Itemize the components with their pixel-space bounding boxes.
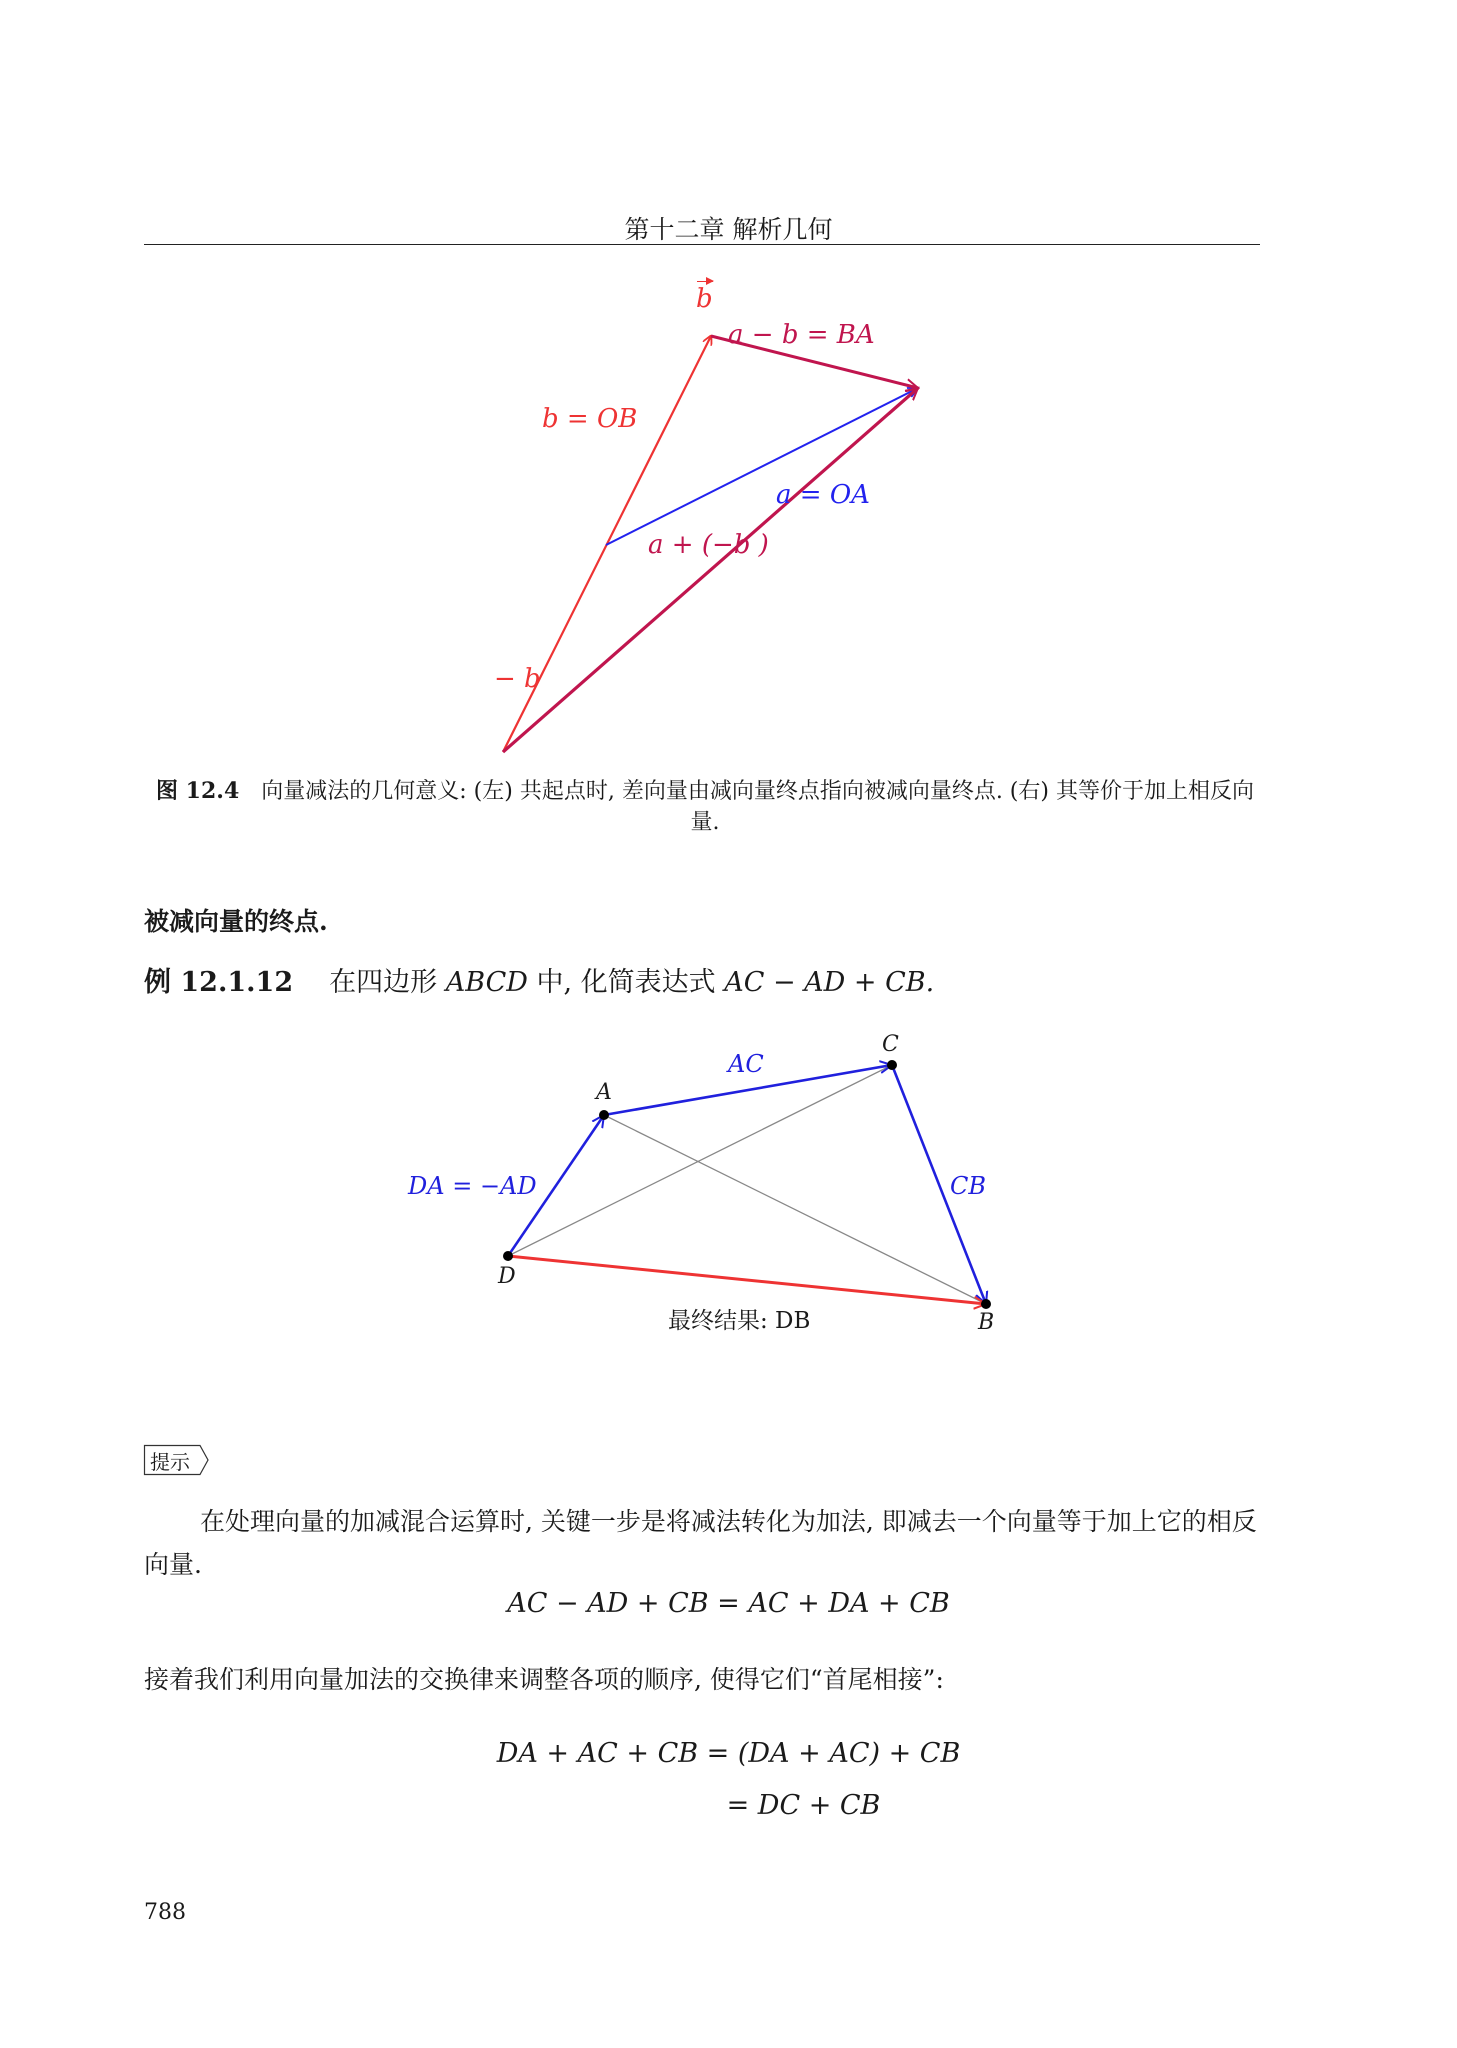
hint-paragraph-2: 接着我们利用向量加法的交换律来调整各项的顺序, 使得它们“首尾相接”: (144, 1665, 944, 1694)
hint-equation-2-line-1: DA + AC + CB = (DA + AC) + CB (496, 1738, 961, 1769)
label-vector-ac: AC (728, 1050, 764, 1078)
point-label-b: B (978, 1310, 995, 1335)
example-expr: AC − AD + CB. (724, 967, 935, 998)
caption-text: 向量减法的几何意义: (左) 共起点时, 差向量由减向量终点指向被减向量终点. (右) 其等价于加上相反向量. (261, 779, 1254, 835)
a-vector (606, 388, 918, 545)
point-c (887, 1060, 897, 1070)
label-b-top: b (696, 278, 713, 314)
diagonal-ab (604, 1115, 986, 1304)
point-label-c: C (882, 1032, 899, 1057)
hint-equation-1: AC − AD + CB = AC + DA + CB (507, 1588, 950, 1619)
example-quad: ABCD (445, 967, 528, 998)
hint-equation-2-line-2: = DC + CB (726, 1790, 881, 1821)
caption-number: 图 12.4 (156, 778, 240, 804)
diagonal-dc (508, 1065, 892, 1256)
point-label-a: A (596, 1080, 612, 1105)
point-d (503, 1251, 513, 1261)
hint-paragraph: 在处理向量的加减混合运算时, 关键一步是将减法转化为加法, 即减去一个向量等于加上它的相反向量. (144, 1507, 1257, 1579)
example-text-pre: 在四边形 (329, 967, 446, 998)
label-vector-da: DA = −AD (408, 1172, 537, 1200)
example-label: 例 12.1.12 (144, 967, 294, 998)
vector-db (508, 1256, 986, 1304)
point-label-d: D (498, 1264, 516, 1289)
example-statement (144, 960, 934, 999)
example-text-mid: 中, 化简表达式 (527, 967, 725, 998)
running-header: 第十二章 解析几何 (624, 215, 833, 244)
figure-caption (150, 776, 1260, 838)
label-a-minus-b: a − b = BA (728, 320, 875, 350)
label-b-eq-ob: b = OB (542, 404, 638, 434)
page-number: 788 (144, 1900, 186, 1925)
label-a-plus-neg-b: a + (−b ) (648, 530, 769, 560)
label-vector-cb: CB (950, 1172, 986, 1200)
section-heading: 被减向量的终点. (144, 907, 328, 936)
label-a-eq-oa: a = OA (776, 480, 870, 510)
label-result: 最终结果: DB (668, 1308, 811, 1334)
label-neg-b: − b (494, 664, 541, 694)
hint-label: 提示 (150, 1450, 190, 1474)
point-b (981, 1299, 991, 1309)
quadrilateral-figure (503, 1060, 991, 1309)
point-a (599, 1110, 609, 1120)
a-plus-neg-b-vector (503, 388, 918, 752)
